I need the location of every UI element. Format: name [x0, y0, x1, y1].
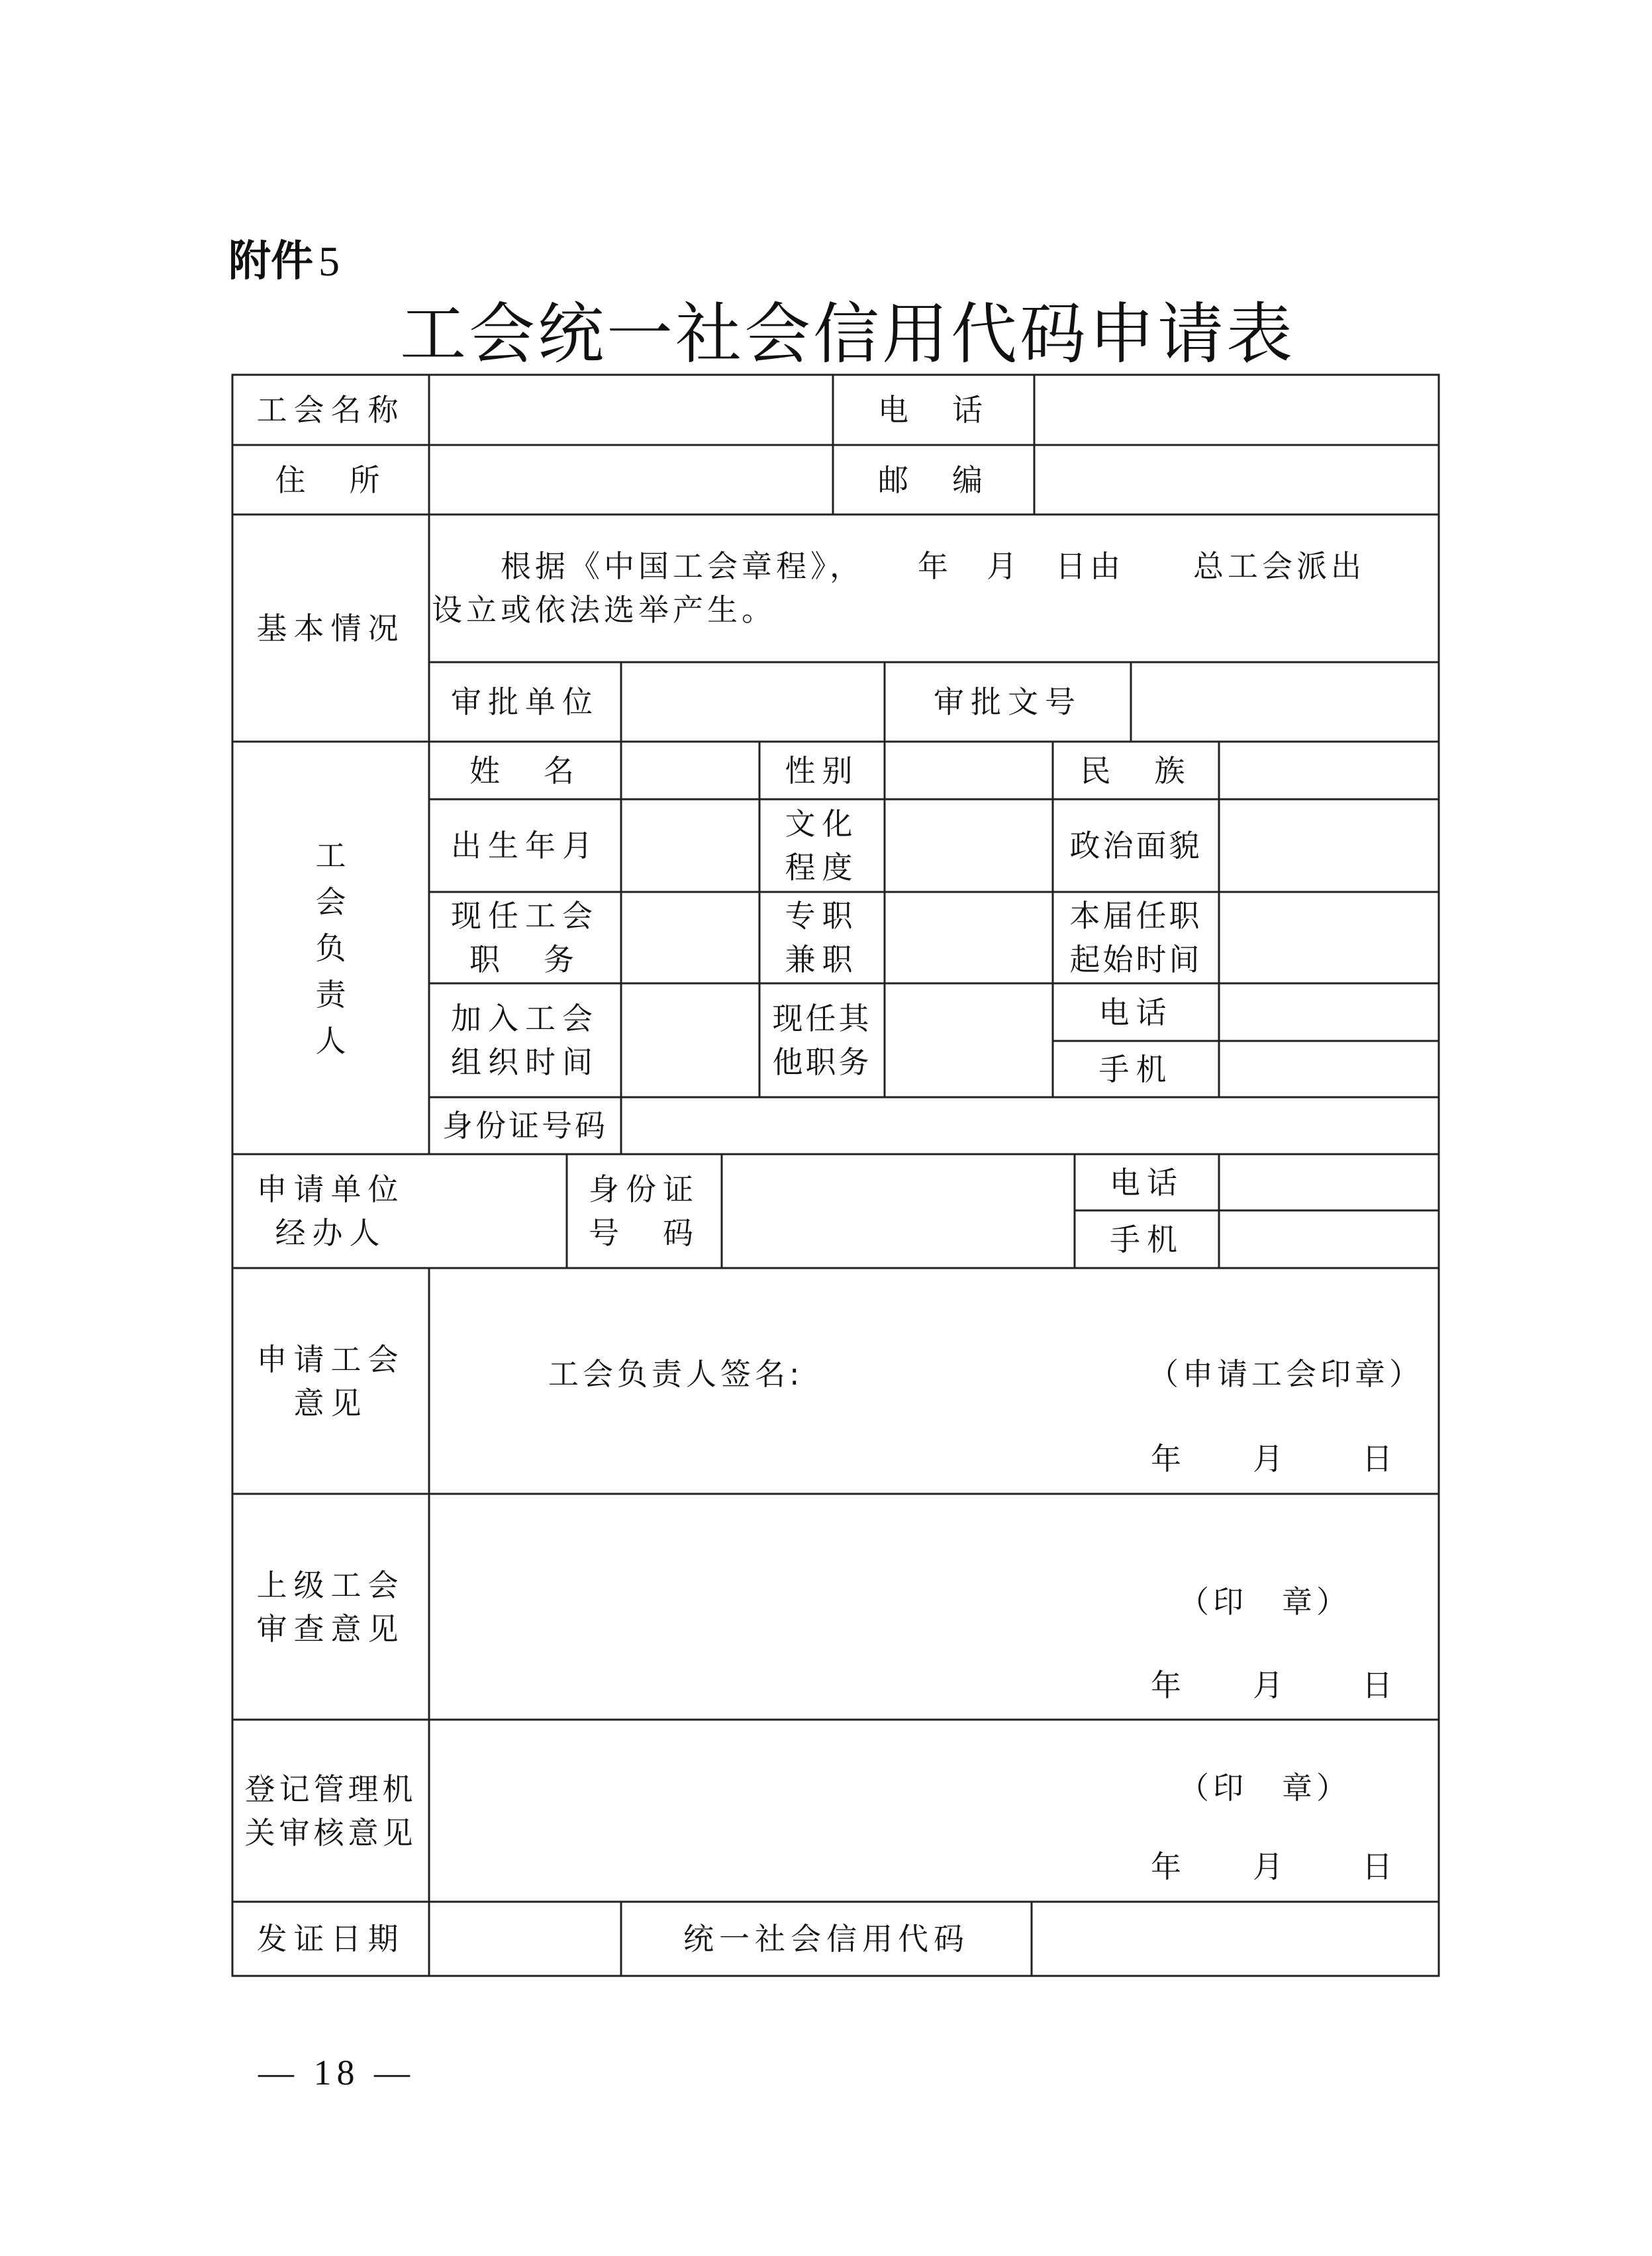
education-field[interactable]: [885, 799, 1053, 892]
leader-mobile-label: 手机: [1098, 1051, 1173, 1087]
credit-code-field[interactable]: [1032, 1902, 1439, 1976]
name-field[interactable]: [621, 742, 759, 799]
superior-review-field[interactable]: [429, 1494, 1439, 1573]
other-positions-label: 现任其 他职务: [772, 1001, 872, 1080]
registry-seal: （印 章）: [1179, 1770, 1351, 1806]
applicant-date-year: 年: [1151, 1441, 1181, 1477]
political-field[interactable]: [1219, 799, 1439, 892]
page-number: — 18 —: [258, 2053, 415, 2092]
handler-id-label: 身份证 号 码: [589, 1171, 700, 1251]
attachment-word: 附件: [228, 237, 313, 286]
join-time-field[interactable]: [621, 983, 759, 1097]
superior-date-day: 日: [1362, 1667, 1392, 1703]
approval-unit-label: 审批单位: [451, 684, 599, 720]
registry-date-month: 月: [1253, 1849, 1283, 1885]
postcode-field[interactable]: [1034, 445, 1439, 515]
leader-phone-field[interactable]: [1219, 983, 1439, 1041]
approval-doc-label: 审批文号: [934, 684, 1082, 720]
issue-date-field[interactable]: [429, 1902, 621, 1976]
issue-date-label: 发证日期: [256, 1921, 405, 1957]
approval-doc-field[interactable]: [1131, 662, 1439, 742]
other-positions-field[interactable]: [885, 983, 1053, 1097]
leader-mobile-field[interactable]: [1219, 1041, 1439, 1097]
basic-info-label: 基本情况: [256, 610, 405, 646]
union-name-field[interactable]: [429, 375, 833, 445]
postcode-label: 邮 编: [878, 462, 989, 498]
registry-date-day: 日: [1362, 1849, 1392, 1885]
approval-unit-field[interactable]: [621, 662, 885, 742]
basic-info-text-line2: 设立或依法选举产生。: [432, 592, 776, 628]
fulltime-field[interactable]: [885, 892, 1053, 983]
phone-label: 电 话: [878, 392, 989, 428]
ethnicity-label: 民 族: [1080, 752, 1192, 789]
credit-code-label: 统一社会信用代码: [683, 1921, 969, 1957]
superior-date-year: 年: [1151, 1667, 1181, 1703]
superior-seal: （印 章）: [1179, 1584, 1351, 1620]
birth-field[interactable]: [621, 799, 759, 892]
applicant-opinion-label: 申请工会 意见: [256, 1341, 405, 1421]
name-label: 姓 名: [469, 752, 581, 789]
handler-mobile-field[interactable]: [1219, 1210, 1439, 1268]
political-label: 政治面貌: [1069, 828, 1202, 863]
handler-phone-field[interactable]: [1219, 1154, 1439, 1210]
id-number-label: 身份证号码: [442, 1108, 608, 1144]
applicant-date-day: 日: [1362, 1441, 1392, 1477]
fulltime-label: 专职 兼职: [785, 898, 859, 977]
phone-field[interactable]: [1034, 375, 1439, 445]
current-position-field[interactable]: [621, 892, 759, 983]
registry-review-label: 登记管理机 关审核意见: [244, 1771, 417, 1851]
ethnicity-field[interactable]: [1219, 742, 1439, 799]
current-position-label: 现任工会 职 务: [451, 898, 599, 977]
form-title: 工会统一社会信用代码申请表: [400, 295, 1295, 373]
leader-signature-label: 工会负责人签名:: [548, 1356, 804, 1392]
gender-field[interactable]: [885, 742, 1053, 799]
id-number-field[interactable]: [621, 1097, 1439, 1154]
handler-label: 申请单位 经办人: [256, 1171, 405, 1251]
applicant-seal: （申请工会印章）: [1148, 1356, 1424, 1392]
address-label: 住 所: [275, 462, 387, 498]
basic-info-text-line1: 根据《中国工会章程》， 年 月 日由 总工会派出: [432, 548, 1365, 584]
registry-date-year: 年: [1151, 1849, 1181, 1885]
superior-date-month: 月: [1253, 1667, 1283, 1703]
handler-mobile-label: 手机: [1110, 1221, 1184, 1257]
handler-name-field[interactable]: [429, 1154, 567, 1268]
leader-section-label: 工 会 负 责 人: [315, 837, 346, 1059]
leader-phone-label: 电话: [1098, 994, 1173, 1030]
handler-phone-label: 电话: [1110, 1164, 1184, 1201]
term-start-field[interactable]: [1219, 892, 1439, 983]
applicant-opinion-field[interactable]: [429, 1268, 1439, 1348]
attachment-number: 5: [318, 238, 340, 285]
term-start-label: 本届任职 起始时间: [1069, 898, 1202, 977]
address-field[interactable]: [429, 445, 833, 515]
birth-label: 出生年月: [451, 828, 599, 863]
join-time-label: 加入工会 组织时间: [451, 1001, 599, 1080]
union-name-label: 工会名称: [256, 392, 405, 428]
handler-id-field[interactable]: [722, 1154, 1075, 1268]
applicant-date-month: 月: [1253, 1441, 1283, 1477]
superior-review-label: 上级工会 审查意见: [256, 1567, 405, 1647]
attachment-label: [228, 232, 340, 291]
gender-label: 性别: [785, 752, 859, 789]
education-label: 文化 程度: [785, 806, 859, 885]
